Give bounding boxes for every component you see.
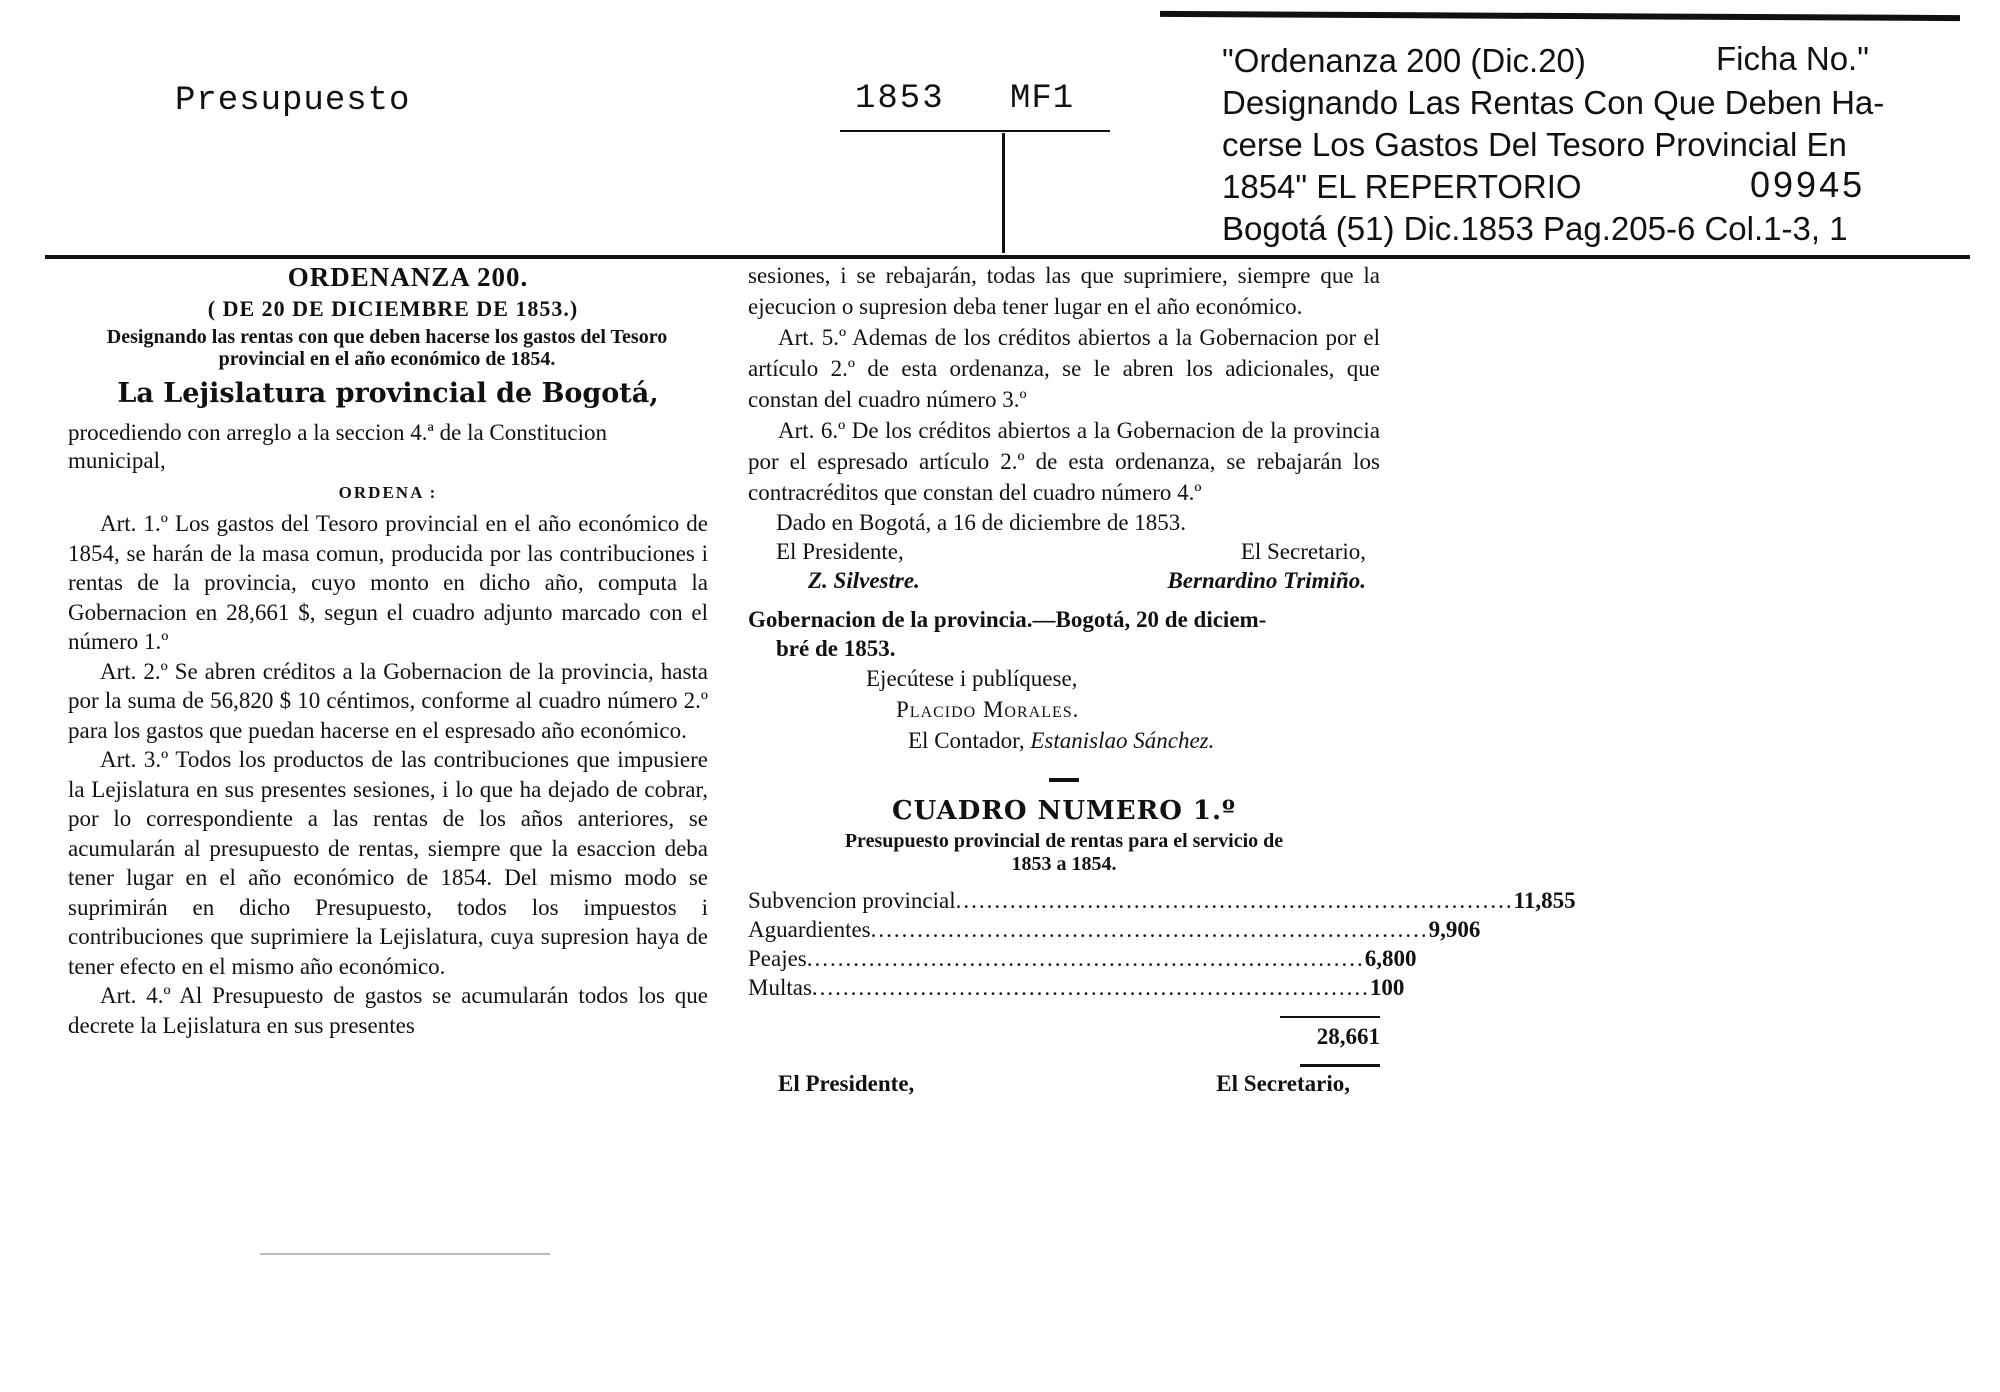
cuadro-subtitle-line-1: Presupuesto provincial de rentas para el servicio de <box>844 830 1284 852</box>
code-label: MF1 <box>1010 80 1075 118</box>
cuadro-subtitle <box>748 830 1380 876</box>
ordinance-subtitle: Designando las rentas con que deben hacerse los gastos del Tesoro provincial en el año económico de 1854. <box>106 326 668 370</box>
secretary-label: El Secretario, <box>1240 539 1366 564</box>
leader-dots: ........................................................................ <box>870 917 1429 942</box>
row-label: Peajes <box>748 946 807 971</box>
secretary-name: Bernardino Trimiño. <box>1167 568 1366 593</box>
card-line-2: Designando Las Rentas Con Que Deben Ha- <box>1222 84 1885 121</box>
row-label: Aguardientes <box>748 917 871 942</box>
bottom-signatures <box>748 1071 1380 1097</box>
leader-dots: ........................................................................ <box>806 946 1365 971</box>
bottom-secretary: El Secretario, <box>1216 1071 1350 1096</box>
cuadro-title: CUADRO NUMERO 1.º <box>891 796 1237 826</box>
row-value: 100 <box>1369 975 1405 1000</box>
section-dash <box>1049 778 1079 782</box>
article-5: Art. 5.º Ademas de los créditos abiertos a la Gobernacion por el artículo 2.º de esta ordenanza, se le abren los adicionales, que constan del cuadro número 3.º <box>748 325 1380 412</box>
table-row <box>748 973 1405 1002</box>
header-vertical-divider <box>1002 133 1005 253</box>
card-line-1: "Ordenanza 200 (Dic.20) <box>1222 42 1586 79</box>
card-line-4: 1854" EL REPERTORIO <box>1222 168 1582 205</box>
bottom-president: El Presidente, <box>778 1071 915 1096</box>
legislature-heading: La Lejislatura provincial de Bogotá, <box>117 378 659 409</box>
article-1: Art. 1.º Los gastos del Tesoro provincial en el año económico de 1854, se harán de la masa comun, producida por las contribuciones i rentas de la provincia, cuyo monto en dicho año, computa la Gobernacion en 28,661 $, segun el cuadro adjunto marcado con el número 1.º <box>68 511 708 654</box>
article-3: Art. 3.º Todos los productos de las contribuciones que impusiere la Lejislatura en sus presentes sesiones, i lo que ha dejado de cobrar, por lo correspondiente a las rentas de los años anteriores, se acumularán al presupuesto de rentas, siempre que la esaccion deba tener lugar en el año económico de 1854. Del mismo modo se suprimirán en dicho Presupuesto, todos los impuestos i contribuciones que suprimiere la Lejislatura, cuya supresion haya de tener efecto en el mismo año económico. <box>68 747 708 979</box>
table-row <box>748 944 1417 973</box>
year-label: 1853 <box>855 80 945 118</box>
left-column <box>68 262 708 1040</box>
president-label: El Presidente, <box>776 539 904 564</box>
row-label: Subvencion provincial <box>748 888 956 913</box>
row-value: 11,855 <box>1513 888 1576 913</box>
ficha-number: 09945 <box>1750 164 1866 205</box>
revenue-table <box>748 886 1576 1002</box>
table-row <box>748 886 1576 915</box>
leader-dots: ........................................................................ <box>811 975 1370 1000</box>
right-column <box>748 260 1576 1097</box>
contador-prefix: El Contador, <box>908 728 1025 753</box>
ficha-label: Ficha No." <box>1716 40 1869 77</box>
signature-labels <box>748 537 1380 566</box>
gobernacion-line-1: Gobernacion de la provincia.—Bogotá, 20 de diciem- <box>748 607 1267 632</box>
gobernacion-line-2: bré de 1853. <box>776 636 896 661</box>
ejecutese-line: Ejecútese i publíquese, <box>866 666 1078 691</box>
signature-names <box>748 566 1380 595</box>
row-label: Multas <box>748 975 812 1000</box>
cuadro-subtitle-line-2: 1853 a 1854. <box>1011 853 1117 875</box>
article-4: Art. 4.º Al Presupuesto de gastos se acumularán todos los que decrete la Lejislatura en sus presentes <box>68 983 708 1038</box>
governor-name: Placido Morales. <box>896 697 1080 722</box>
row-value: 9,906 <box>1428 917 1481 942</box>
row-value: 6,800 <box>1364 946 1417 971</box>
total-rule <box>1280 1016 1380 1018</box>
ordinance-date: ( DE 20 DE DICIEMBRE DE 1853.) <box>207 296 579 321</box>
total-rule-bottom <box>1300 1064 1380 1067</box>
leader-dots: ........................................................................ <box>955 888 1514 913</box>
card-line-5: Bogotá (51) Dic.1853 Pag.205-6 Col.1-3, 1 <box>1222 210 1848 247</box>
category-label: Presupuesto <box>175 82 411 120</box>
table-total: 28,661 <box>1316 1024 1380 1049</box>
card-line-3: cerse Los Gastos Del Tesoro Provincial En <box>1222 126 1847 163</box>
article-4-continued: sesiones, i se rebajarán, todas las que suprimiere, siempre que la ejecucion o supresion deba tener lugar en el año económico. <box>748 263 1380 319</box>
contador-line <box>908 725 1380 756</box>
article-6: Art. 6.º De los créditos abiertos a la Gobernacion de la provincia por el espresado artículo 2.º de esta ordenanza, se rebajarán los contracréditos que constan del cuadro número 4.º <box>748 418 1380 505</box>
card-title <box>1222 40 1992 250</box>
ordinance-title: ORDENANZA 200. <box>287 262 529 292</box>
ordena-heading: ORDENA : <box>338 483 438 502</box>
dated-line: Dado en Bogotá, a 16 de diciembre de 1853. <box>776 510 1187 535</box>
contador-name: Estanislao Sánchez. <box>1030 728 1215 753</box>
scan-artifact <box>260 1253 550 1255</box>
header-divider <box>840 130 1110 132</box>
preamble: procediendo con arreglo a la seccion 4.ª de la Constitucion municipal, <box>68 420 607 473</box>
card-top-bar <box>1160 11 1960 21</box>
president-name: Z. Silvestre. <box>808 568 920 593</box>
main-rule <box>45 255 1970 259</box>
table-row <box>748 915 1481 944</box>
article-2: Art. 2.º Se abren créditos a la Gobernacion de la provincia, hasta por la suma de 56,820 $ 10 céntimos, conforme al cuadro número 2.º para los gastos que puedan hacerse en el espresado año económico. <box>68 658 708 743</box>
